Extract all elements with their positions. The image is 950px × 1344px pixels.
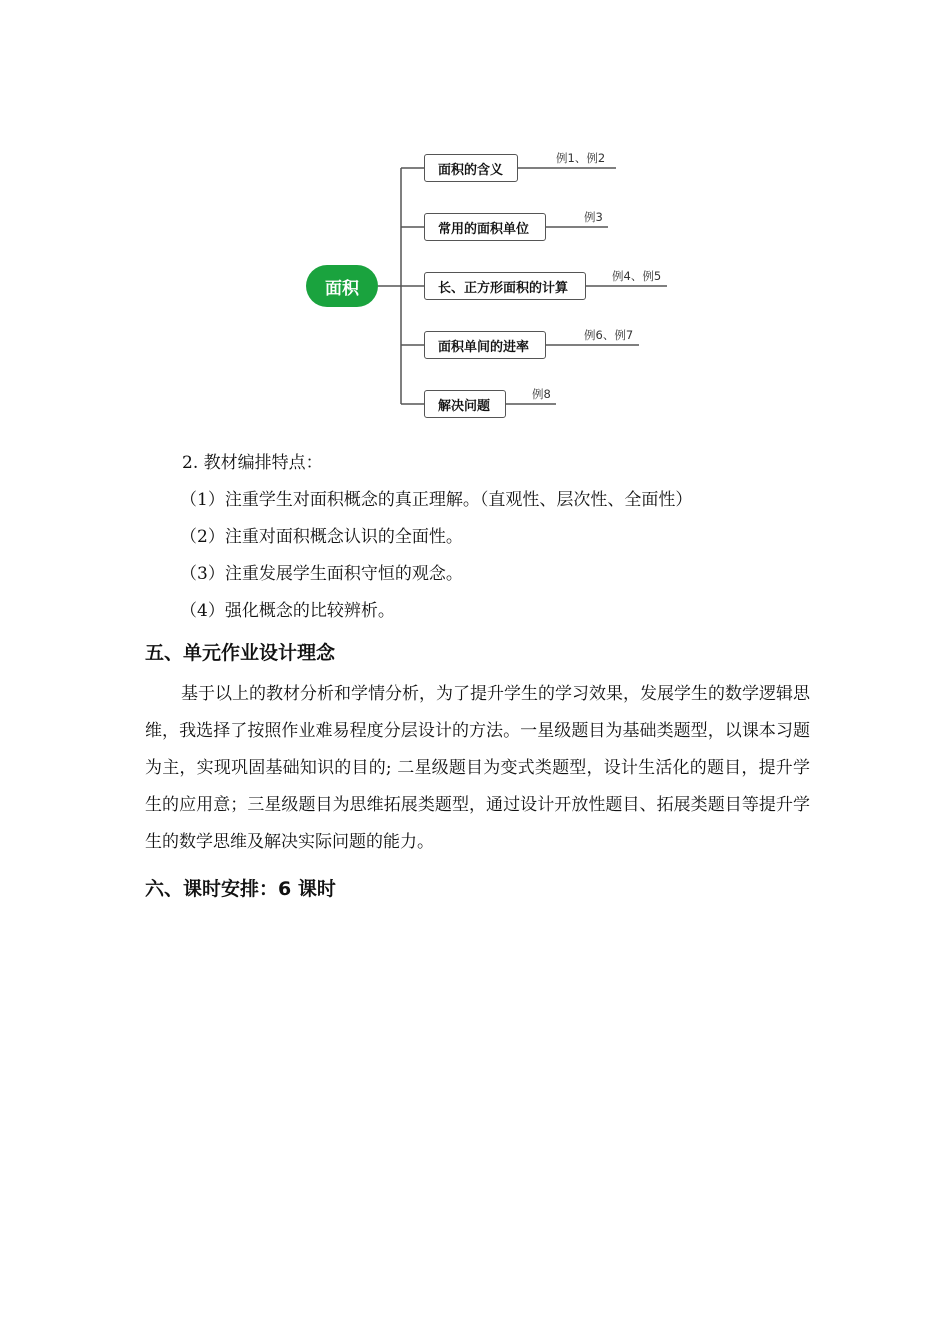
feature-item-1: （1）注重学生对面积概念的真正理解。（直观性、层次性、全面性） [180, 490, 693, 510]
mindmap-root: 面积 [306, 265, 378, 307]
mindmap-example-3: 例4、例5 [612, 269, 662, 283]
section-6-heading: 六、课时安排：6 课时 [145, 878, 336, 900]
mindmap-example-4: 例6、例7 [584, 328, 634, 342]
section-5-paragraph: 基于以上的教材分析和学情分析，为了提升学生的学习效果，发展学生的数学逻辑思维，我选择了按照作业难易程度分层设计的方法。一星级题目为基础类题型，以课本习题为主，实现巩固基础知识的目的; 二星级题目为变式类题型，设计生活化的题目，提升学生的应用意；三星级题目为思维拓展类题型，通过设计开放性题目、拓展类题目等提升学生的数学思维及解决实际问题的能力。 [145, 684, 810, 852]
feature-item-4: （4）强化概念的比较辨析。 [180, 601, 395, 621]
features-title: 2. 教材编排特点： [182, 453, 323, 473]
mindmap-example-1: 例1、例2 [556, 151, 606, 165]
mindmap-example-2: 例3 [584, 210, 603, 224]
mindmap-node-3: 长、正方形面积的计算 [424, 272, 586, 300]
section-5-heading: 五、单元作业设计理念 [145, 642, 336, 664]
mindmap-node-5: 解决问题 [424, 390, 506, 418]
mindmap-node-2: 常用的面积单位 [424, 213, 546, 241]
feature-item-3: （3）注重发展学生面积守恒的观念。 [180, 564, 463, 584]
feature-item-2: （2）注重对面积概念认识的全面性。 [180, 527, 463, 547]
mindmap-node-4: 面积单间的进率 [424, 331, 546, 359]
mindmap-node-1: 面积的含义 [424, 154, 518, 182]
mindmap-example-5: 例8 [532, 387, 551, 401]
